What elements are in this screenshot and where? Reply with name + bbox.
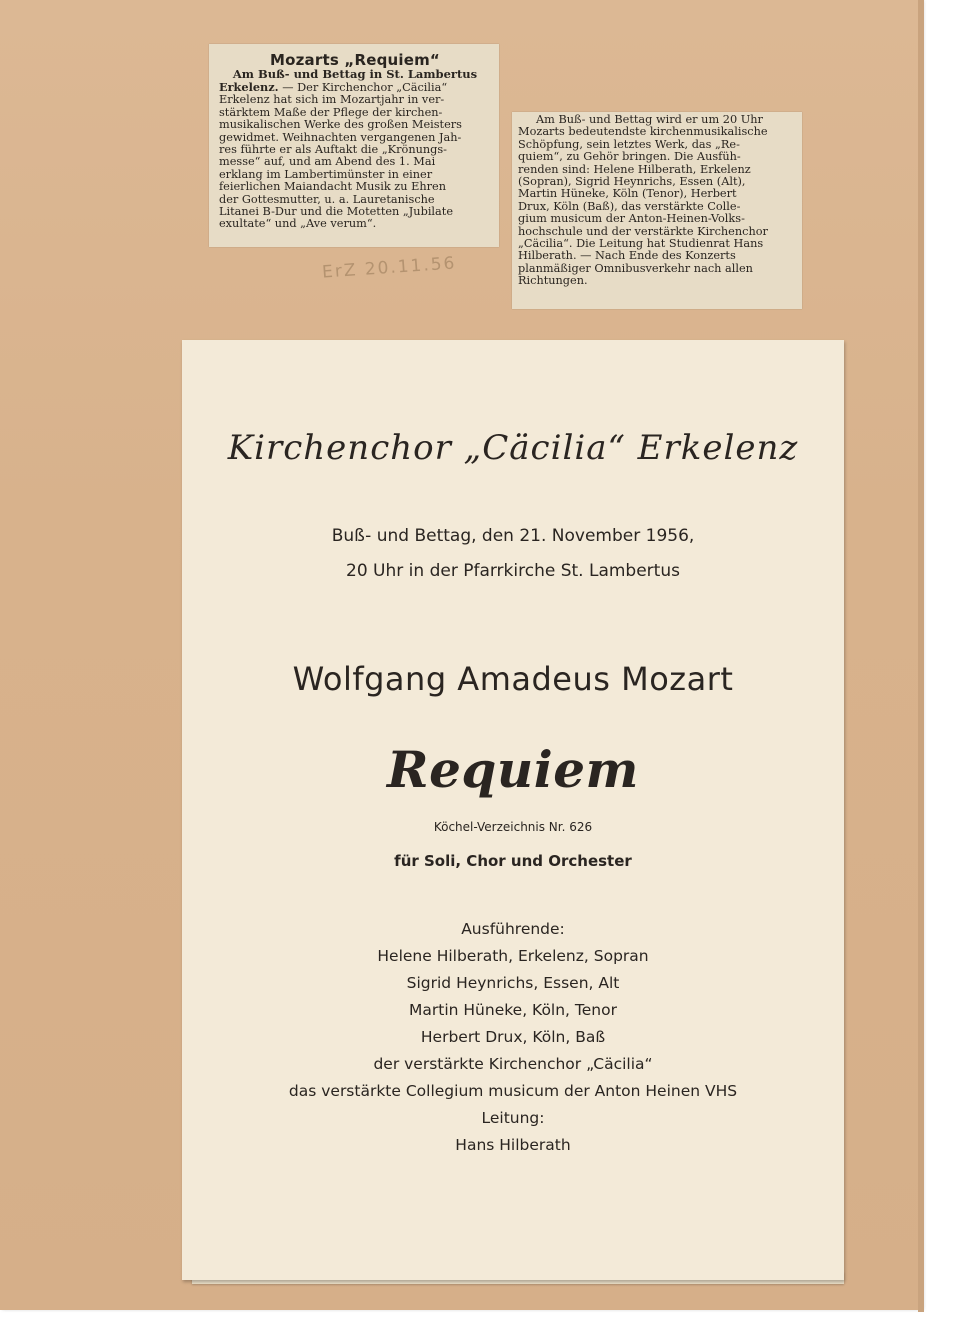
scoring: für Soli, Chor und Orchester (394, 852, 632, 870)
clipping-line: gewidmet. Weihnachten vergangenen Jah- (219, 130, 462, 144)
clipping-line: Schöpfung, sein letztes Werk, das „Re- (518, 137, 740, 151)
clipping-line: exultate“ und „Ave verum“. (219, 217, 377, 231)
performer: der verstärkte Kirchenchor „Cäcilia“ (373, 1055, 653, 1073)
newspaper-clipping-left (209, 44, 499, 247)
composer: Wolfgang Amadeus Mozart (292, 660, 734, 698)
clipping-line: feierlichen Maiandacht Musik zu Ehren (219, 180, 446, 194)
clipping-line: gium musicum der Anton-Heinen-Volks- (518, 212, 745, 226)
clipping-headline: Mozarts „Requiem“ (269, 51, 440, 69)
pencil-annotation: ErZ 20.11.56 (321, 253, 458, 283)
clipping-line: planmäßiger Omnibusverkehr nach allen (518, 261, 753, 275)
clipping-line: musikalischen Werke des großen Meisters (219, 118, 462, 132)
clipping-line: „Cäcilia“. Die Leitung hat Studienrat Hans (518, 237, 764, 251)
director: Hans Hilberath (455, 1136, 571, 1154)
performer: Helene Hilberath, Erkelenz, Sopran (377, 947, 649, 965)
clipping-line: renden sind: Helene Hilberath, Erkelenz (518, 162, 751, 176)
clipping-line: quiem“, zu Gehör bringen. Die Ausfüh- (518, 150, 741, 164)
event-time-place: 20 Uhr in der Pfarrkirche St. Lambertus (346, 561, 680, 581)
clipping-line: Erkelenz hat sich im Mozartjahr in ver- (219, 93, 445, 107)
page-edge (918, 0, 924, 1312)
clipping-line: erklang im Lambertimünster in einer (219, 167, 433, 181)
clipping-line: Drux, Köln (Baß), das verstärkte Colle- (518, 199, 741, 213)
work-title: Requiem (387, 740, 639, 799)
choir-name: Kirchenchor „Cäcilia“ Erkelenz (227, 428, 799, 468)
clipping-subheadline: Am Buß- und Bettag in St. Lambertus (232, 67, 478, 81)
clipping-line: hochschule und der verstärkte Kirchenchor (518, 224, 768, 238)
clipping-line: Am Buß- und Bettag wird er um 20 Uhr (536, 113, 763, 126)
performer: Martin Hüneke, Köln, Tenor (409, 1001, 617, 1019)
concert-program (182, 340, 844, 1280)
clipping-line: Litanei B-Dur und die Motetten „Jubilate (219, 205, 454, 219)
performer: Sigrid Heynrichs, Essen, Alt (406, 974, 620, 992)
catalog-number: Köchel-Verzeichnis Nr. 626 (433, 820, 593, 834)
clipping-line: Erkelenz. — Der Kirchenchor „Cäcilia“ (219, 80, 448, 94)
newspaper-clipping-right (512, 112, 802, 309)
clipping-line: Mozarts bedeutendste kirchenmusikalische (518, 125, 768, 139)
clipping-line: res führte er als Auftakt die „Krönungs- (219, 143, 447, 157)
clipping-body (219, 81, 491, 231)
performers-heading: Ausführende: (461, 920, 565, 938)
clipping-body (518, 114, 794, 288)
clipping-line: (Sopran), Sigrid Heynrichs, Essen (Alt), (518, 175, 746, 189)
clipping-line: Richtungen. (518, 274, 588, 288)
clipping-line: Martin Hüneke, Köln (Tenor), Herbert (518, 187, 737, 201)
clipping-line: messe“ auf, und am Abend des 1. Mai (219, 155, 436, 169)
clipping-line: Hilberath. — Nach Ende des Konzerts (518, 249, 736, 263)
clipping-line: der Gottesmutter, u. a. Lauretanische (219, 192, 435, 206)
clipping-place: Erkelenz. (219, 80, 279, 94)
performer: Herbert Drux, Köln, Baß (420, 1028, 606, 1046)
clipping-line: stärktem Maße der Pflege der kirchen- (219, 105, 443, 119)
event-date: Buß- und Bettag, den 21. November 1956, (331, 526, 695, 546)
direction-heading: Leitung: (481, 1109, 545, 1127)
performer: das verstärkte Collegium musicum der Anton Heinen VHS (288, 1082, 738, 1100)
